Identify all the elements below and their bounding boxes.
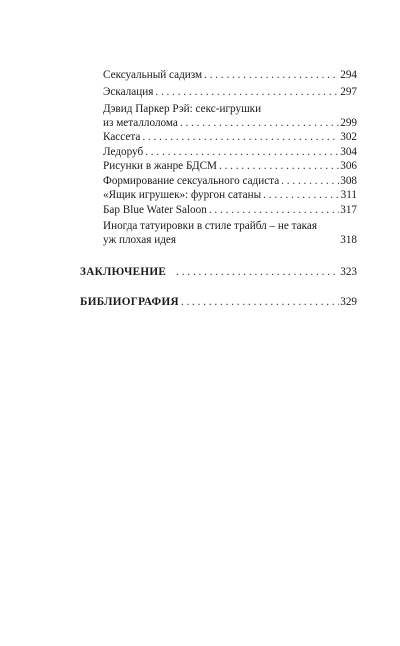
toc-chapter-page: 323 <box>340 266 357 278</box>
toc-entry-page: 317 <box>340 204 357 216</box>
toc-entry-title: Кассета <box>103 131 141 143</box>
toc-entry <box>103 130 357 144</box>
leader-dots <box>219 159 339 173</box>
toc-entry <box>103 233 357 247</box>
toc-entry-title: Сексуальный садизм <box>103 69 203 81</box>
toc-chapter-page: 329 <box>340 296 357 308</box>
toc-chapter-title: ЗАКЛЮЧЕНИЕ <box>80 266 167 278</box>
toc-entry <box>103 68 357 82</box>
toc-entry-page: 311 <box>340 189 357 201</box>
toc-entry <box>103 188 357 202</box>
toc-entry <box>103 145 357 159</box>
leader-dots <box>155 85 339 99</box>
toc-entry-title: Рисунки в жанре БДСМ <box>103 160 217 172</box>
toc-entry-title: Бар Blue Water Saloon <box>103 204 207 216</box>
toc-entry <box>103 85 357 99</box>
toc-entry-page: 318 <box>340 234 357 246</box>
toc-entry-page: 306 <box>340 160 357 172</box>
toc-entry <box>103 174 357 188</box>
leader-dots <box>209 203 339 217</box>
toc-entry-page: 302 <box>340 131 357 143</box>
leader-dots <box>181 295 339 309</box>
leader-dots <box>204 68 339 82</box>
toc-entry-title-line: Иногда татуировки в стиле трайбл – не такая <box>103 220 317 232</box>
toc-entry-page: 304 <box>340 146 357 158</box>
leader-dots <box>263 188 339 202</box>
leader-dots <box>142 130 339 144</box>
leader-dots <box>180 116 339 130</box>
toc-entry-title: Формирование сексуального садиста <box>103 175 280 187</box>
toc-entry-page: 308 <box>340 175 357 187</box>
leader-dots <box>176 265 339 279</box>
leader-dots <box>145 145 339 159</box>
toc-entry-title: уж плохая идея <box>103 234 177 246</box>
toc-entry <box>103 203 357 217</box>
toc-entry-title: «Ящик игрушек»: фургон сатаны <box>103 189 262 201</box>
toc-entry-page: 297 <box>340 86 357 98</box>
toc-chapter-entry <box>80 265 357 279</box>
toc-entry-title-line: Дэвид Паркер Рэй: секс-игрушки <box>103 103 262 115</box>
toc-entry-page: 294 <box>340 69 357 81</box>
toc-entry-page: 299 <box>340 117 357 129</box>
toc-chapter-entry <box>80 295 357 309</box>
toc-entry <box>103 159 357 173</box>
toc-chapter-title: БИБЛИОГРАФИЯ <box>80 296 179 308</box>
toc-entry-title: из металлолома <box>103 117 178 129</box>
toc-entry <box>103 116 357 130</box>
leader-dots <box>281 174 339 188</box>
toc-entry-title: Эскалация <box>103 86 154 98</box>
toc-entry-title: Ледоруб <box>103 146 144 158</box>
